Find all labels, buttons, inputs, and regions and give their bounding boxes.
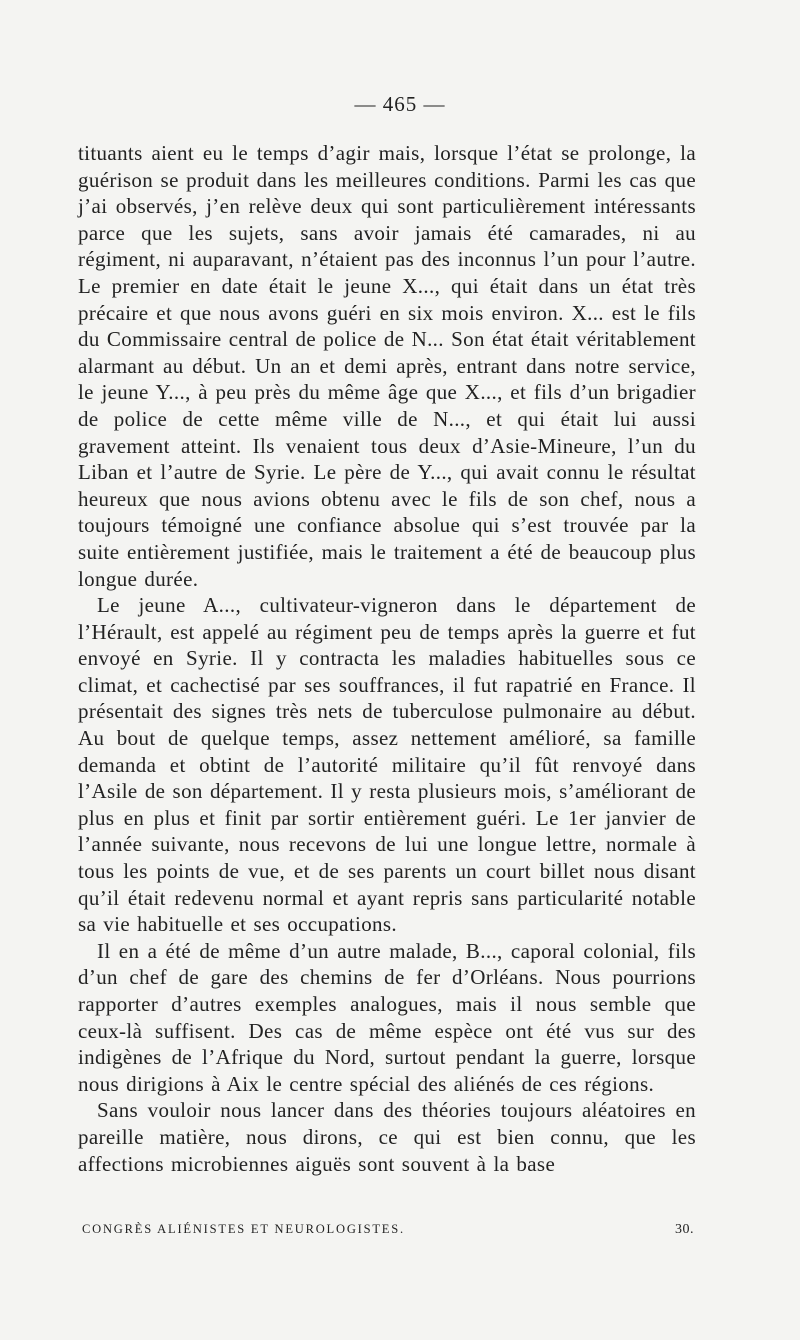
paragraph-3: Il en a été de même d’un autre malade, B..., caporal colonial, fils d’un chef de gare des chemins de fer d’Orléans. Nous pourrions rapporter d’autres exemples analogues, mais il nous semble que ceux-là suffisent. Des cas de même espèce ont été vus sur des indigènes de l’Afrique du Nord, surtout pendant la guerre, lorsque nous dirigions à Aix le centre spécial des aliénés de ces régions.	[78, 938, 696, 1096]
page-number-header: — 465 —	[354, 92, 446, 116]
footer-title: CONGRÈS ALIÉNISTES ET NEUROLOGISTES.	[82, 1222, 405, 1236]
paragraph-4: Sans vouloir nous lancer dans des théories toujours aléatoires en pareille matière, nous dirons, ce qui est bien connu, que les affections microbiennes aiguës sont souvent à la base	[78, 1098, 696, 1176]
paragraph-1: tituants aient eu le temps d’agir mais, lorsque l’état se prolonge, la guérison se produit dans les meilleures conditions. Parmi les cas que j’ai observés, j’en relève deux qui sont particulièrement intéressants parce que les sujets, sans avoir jamais été camarades, ni au régiment, ni auparavant, n’étaient pas des inconnus l’un pour l’autre. Le premier en date était le jeune X..., qui était dans un état très précaire et que nous avons guéri en six mois environ. X... est le fils du Commissaire central de police de N... Son état était véritablement alarmant au début. Un an et demi après, entrant dans notre service, le jeune Y..., à peu près du même âge que X..., et fils d’un brigadier de police de cette même ville de N..., et qui était lui aussi gravement atteint. Ils venaient tous deux d’Asie-Mineure, l’un du Liban et l’autre de Syrie. Le père de Y..., qui avait connu le résultat heureux que nous avions obtenu avec le fils de son chef, nous a toujours témoigné une confiance absolue qui s’est trouvée par la suite entièrement justifiée, mais le traitement a été de beaucoup plus longue durée.	[78, 141, 696, 591]
body-text	[78, 140, 696, 1177]
paragraph-2: Le jeune A..., cultivateur-vigneron dans le département de l’Hérault, est appelé au régiment peu de temps après la guerre et fut envoyé en Syrie. Il y contracta les maladies habituelles sous ce climat, et cachectisé par ses souffrances, il fut rapatrié en France. Il présentait des signes très nets de tuberculose pulmonaire au début. Au bout de quelque temps, assez nettement amélioré, sa famille demanda et obtint de l’autorité militaire qu’il fût renvoyé dans l’Asile de son département. Il y resta plusieurs mois, s’améliorant de plus en plus et finit par sortir entièrement guéri. Le 1er janvier de l’année suivante, nous recevons de lui une longue lettre, normale à tous les points de vue, et de ses parents un court billet nous disant qu’il était redevenu normal et ayant repris sans particularité notable sa vie habituelle et ses occupations.	[78, 593, 696, 937]
footer-signature-number: 30.	[675, 1222, 694, 1237]
signature-footer	[82, 1222, 694, 1238]
